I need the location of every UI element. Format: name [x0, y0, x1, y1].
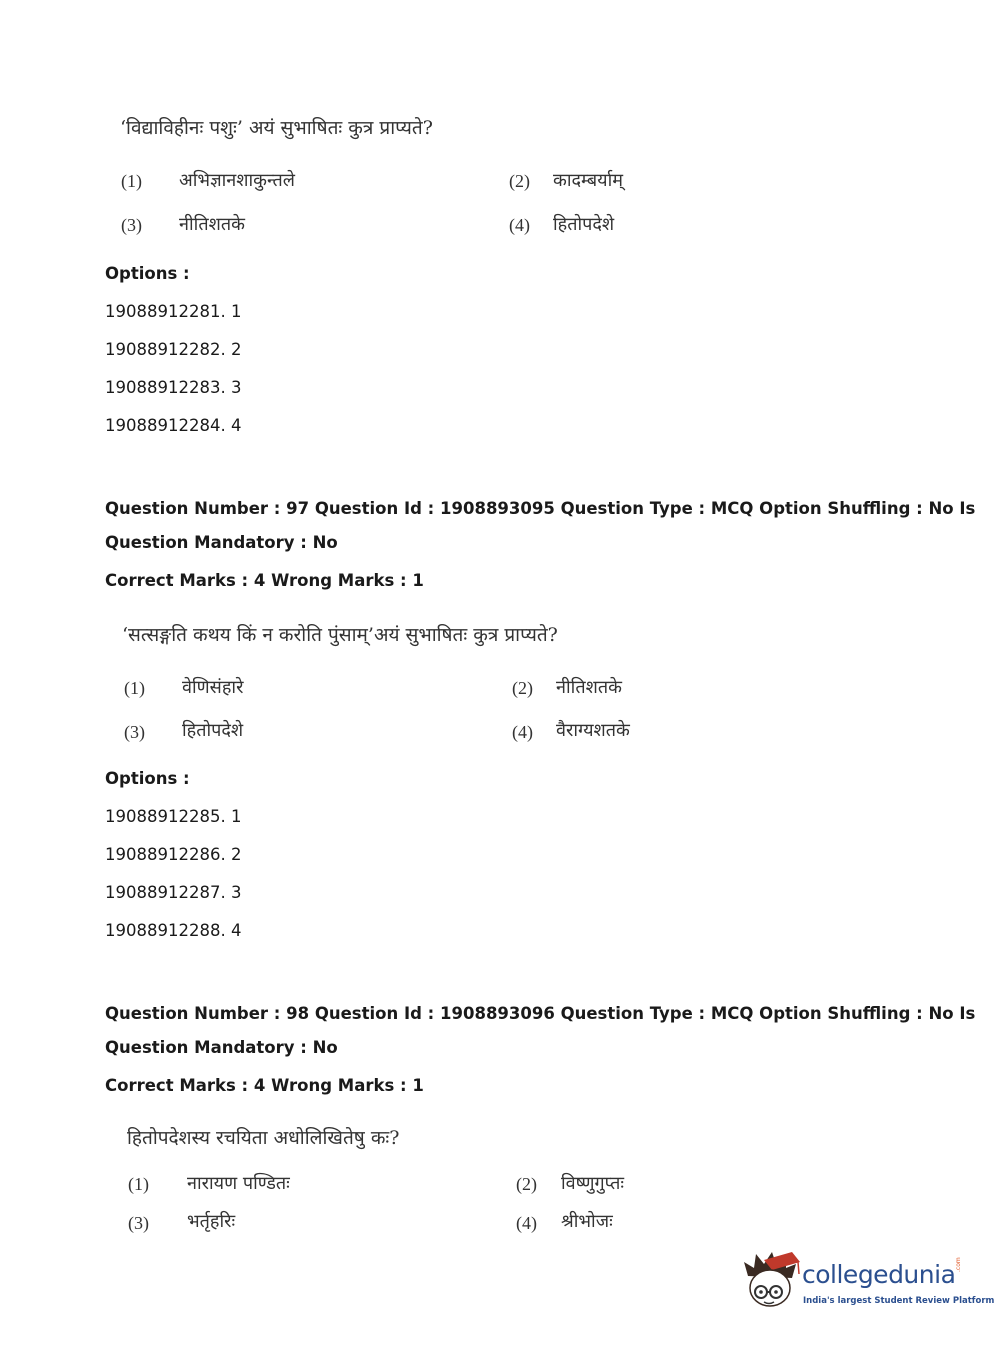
- q97-choice-2-text: नीतिशतके: [556, 677, 622, 698]
- q97-choice-2-number: (2): [512, 678, 533, 698]
- mascot-icon: [742, 1250, 802, 1314]
- q97-option-1: 19088912285. 1: [105, 807, 242, 826]
- q96-choice-3-text: नीतिशतके: [179, 214, 245, 235]
- q97-marks: Correct Marks : 4 Wrong Marks : 1: [105, 571, 424, 590]
- q98-choice-3-number: (3): [128, 1213, 149, 1233]
- q97-header-line-2: Question Mandatory : No: [105, 533, 338, 552]
- q97-option-3: 19088912287. 3: [105, 883, 242, 902]
- q97-choice-3-text: हितोपदेशे: [182, 720, 244, 741]
- q97-option-4: 19088912288. 4: [105, 921, 242, 940]
- q97-choice-3-number: (3): [124, 722, 145, 742]
- q98-choice-1-text: नारायण पण्डितः: [187, 1173, 290, 1194]
- q96-options-label: Options :: [105, 264, 190, 283]
- q96-option-4: 19088912284. 4: [105, 416, 242, 435]
- q97-option-2: 19088912286. 2: [105, 845, 242, 864]
- q96-option-3: 19088912283. 3: [105, 378, 242, 397]
- collegedunia-logo[interactable]: [742, 1250, 995, 1314]
- question-97-text: ‘सत्सङ्गति कथय किं न करोति पुंसाम्’अयं सुभाषितः कुत्र प्राप्यते?: [122, 624, 558, 646]
- q97-choice-1-number: (1): [124, 678, 145, 698]
- q98-choice-1-number: (1): [128, 1174, 149, 1194]
- question-96-text: ‘विद्याविहीनः पशुः’ अयं सुभाषितः कुत्र प्राप्यते?: [120, 117, 433, 139]
- q96-choice-1-text: अभिज्ञानशाकुन्तले: [179, 170, 295, 191]
- q97-choice-4-number: (4): [512, 722, 533, 742]
- q96-choice-4-number: (4): [509, 215, 530, 235]
- q96-choice-3-number: (3): [121, 215, 142, 235]
- logo-tagline: India's largest Student Review Platform: [803, 1296, 995, 1306]
- q98-choice-3-text: भर्तृहरिः: [187, 1211, 236, 1232]
- q98-header-line-2: Question Mandatory : No: [105, 1038, 338, 1057]
- q97-choice-1-text: वेणिसंहारे: [182, 677, 244, 698]
- q96-option-1: 19088912281. 1: [105, 302, 242, 321]
- q96-choice-1-number: (1): [121, 171, 142, 191]
- q97-header-line-1: Question Number : 97 Question Id : 1908893095 Question Type : MCQ Option Shuffling : No Is: [105, 499, 976, 518]
- q96-choice-2-number: (2): [509, 171, 530, 191]
- logo-domain-suffix: .com: [955, 1257, 962, 1272]
- q98-choice-2-text: विष्णुगुप्तः: [561, 1173, 625, 1194]
- q96-choice-2-text: कादम्बर्याम्: [553, 170, 624, 191]
- q98-choice-2-number: (2): [516, 1174, 537, 1194]
- q97-options-label: Options :: [105, 769, 190, 788]
- q98-choice-4-number: (4): [516, 1213, 537, 1233]
- q97-choice-4-text: वैराग्यशतके: [556, 720, 630, 741]
- q98-choice-4-text: श्रीभोजः: [561, 1211, 613, 1232]
- q96-option-2: 19088912282. 2: [105, 340, 242, 359]
- q98-marks: Correct Marks : 4 Wrong Marks : 1: [105, 1076, 424, 1095]
- q98-header-line-1: Question Number : 98 Question Id : 1908893096 Question Type : MCQ Option Shuffling : No Is: [105, 1004, 976, 1023]
- question-98-text: हितोपदेशस्य रचयिता अधोलिखितेषु कः?: [127, 1127, 400, 1149]
- logo-wordmark: collegedunia: [802, 1260, 956, 1289]
- q96-choice-4-text: हितोपदेशे: [553, 214, 615, 235]
